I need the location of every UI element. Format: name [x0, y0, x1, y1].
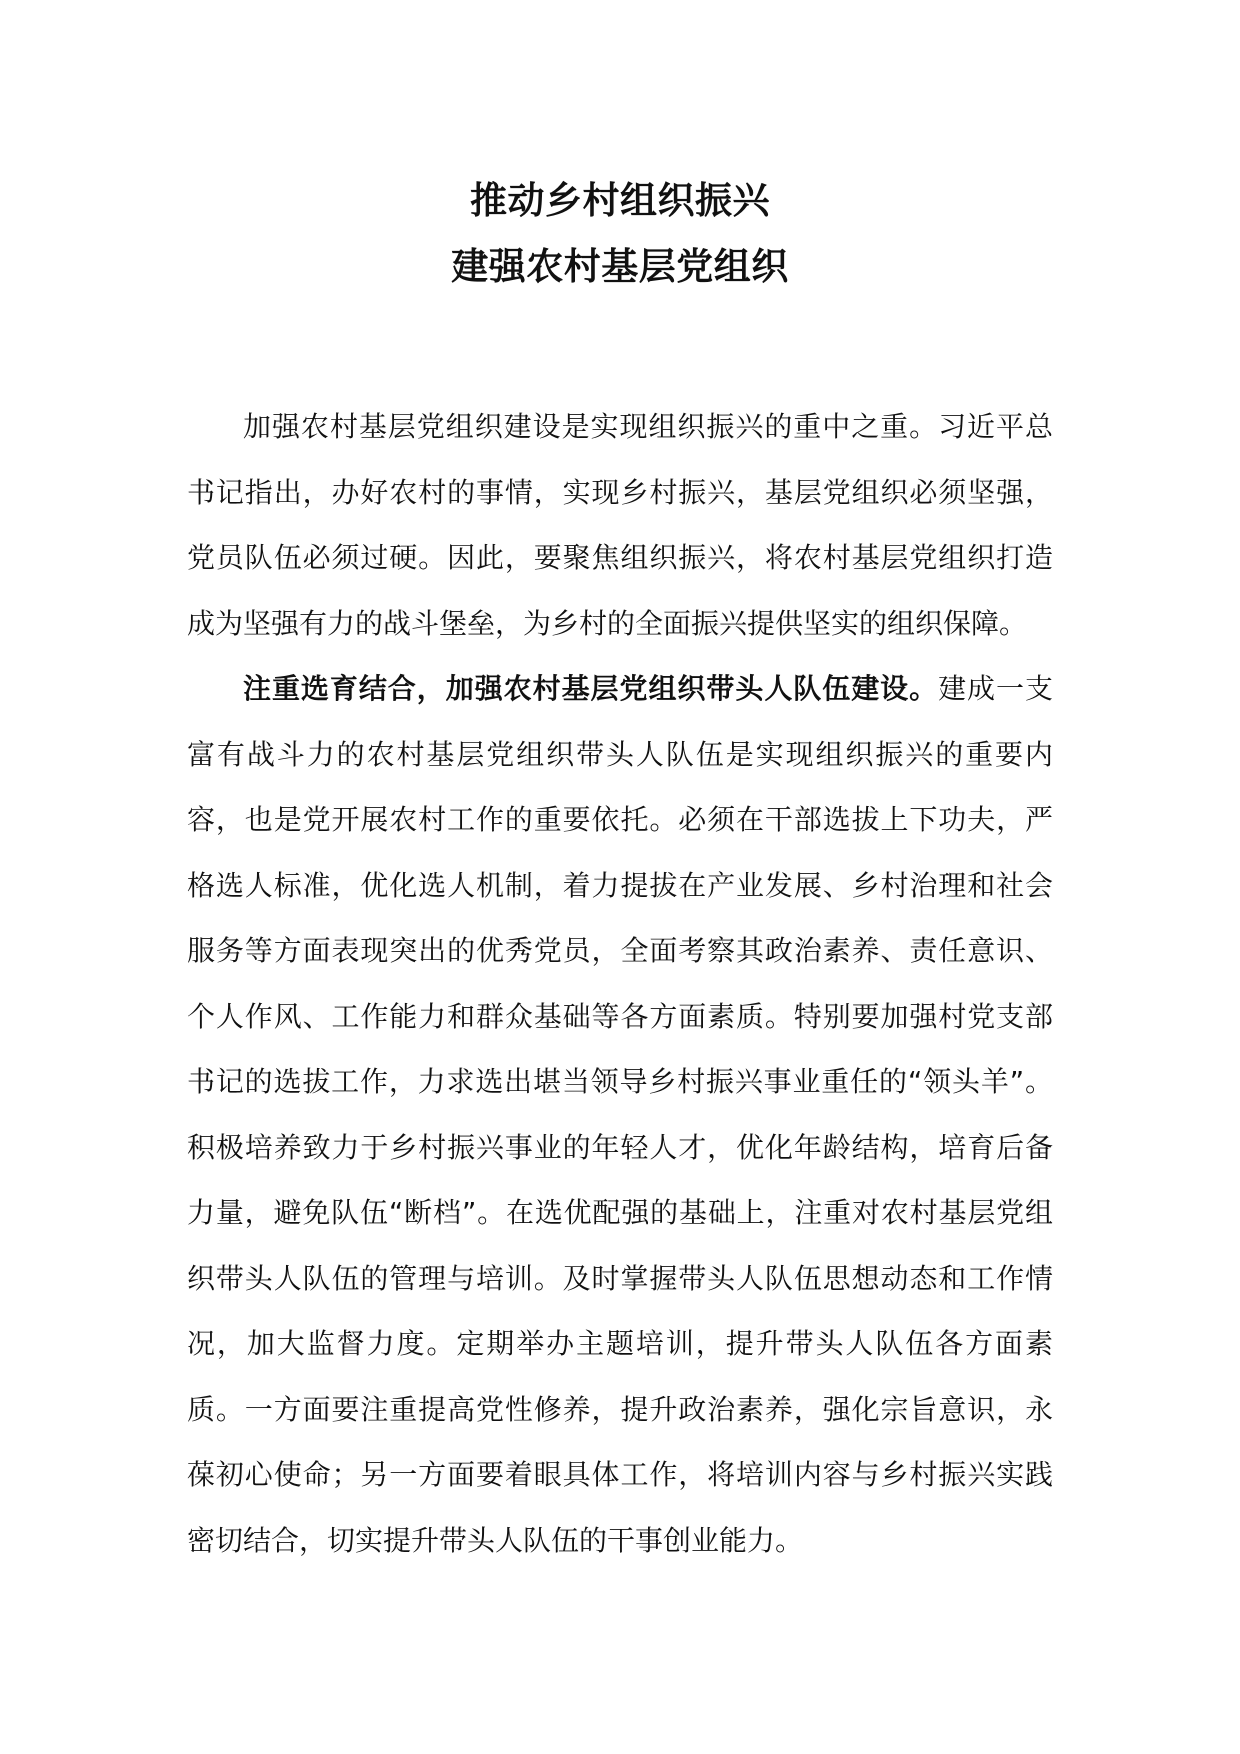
paragraph-1: [187, 394, 1053, 656]
paragraph-2: [187, 656, 1053, 1573]
paragraph-1-text: 加强农村基层党组织建设是实现组织振兴的重中之重。习近平总书记指出，办好农村的事情，实现乡村振兴，基层党组织必须坚强，党员队伍必须过硬。因此，要聚焦组织振兴，将农村基层党组织打造成为坚强有力的战斗堡垒，为乡村的全面振兴提供坚实的组织保障。: [187, 410, 1053, 640]
title-line-1: 推动乡村组织振兴: [470, 179, 770, 222]
document-title: [0, 168, 1240, 300]
document-body: [187, 394, 1053, 1573]
title-line-2: 建强农村基层党组织: [451, 245, 789, 288]
paragraph-2-lead: 注重选育结合，加强农村基层党组织带头人队伍建设。: [243, 672, 939, 705]
paragraph-2-text: 建成一支富有战斗力的农村基层党组织带头人队伍是实现组织振兴的重要内容，也是党开展农村工作的重要依托。必须在干部选拔上下功夫，严格选人标准，优化选人机制，着力提拔在产业发展、乡村治理和社会服务等方面表现突出的优秀党员，全面考察其政治素养、责任意识、个人作风、工作能力和群众基础等各方面素质。特别要加强村党支部书记的选拔工作，力求选出堪当领导乡村振兴事业重任的“领头羊”。积极培养致力于乡村振兴事业的年轻人才，优化年龄结构，培育后备力量，避免队伍“断档”。在选优配强的基础上，注重对农村基层党组织带头人队伍的管理与培训。及时掌握带头人队伍思想动态和工作情况，加大监督力度。定期举办主题培训，提升带头人队伍各方面素质。一方面要注重提高党性修养，提升政治素养，强化宗旨意识，永葆初心使命；另一方面要着眼具体工作，将培训内容与乡村振兴实践密切结合，切实提升带头人队伍的干事创业能力。: [187, 672, 1053, 1557]
